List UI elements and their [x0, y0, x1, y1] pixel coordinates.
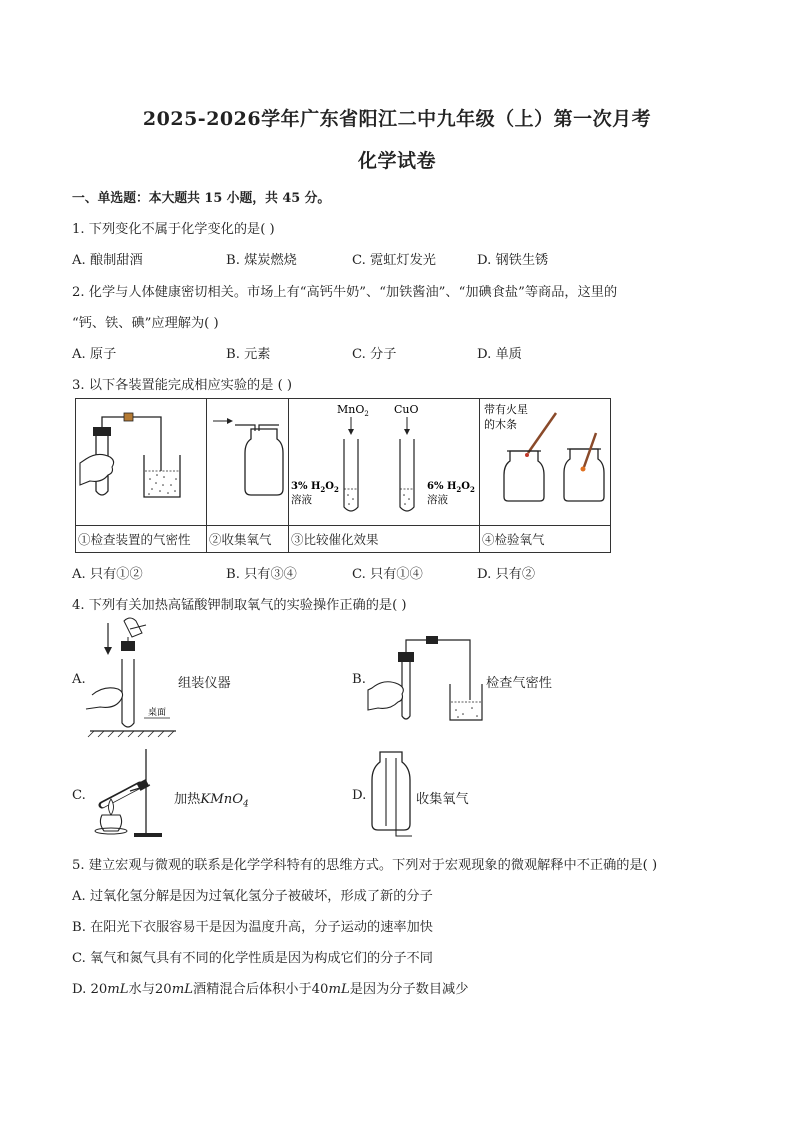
svg-text:3% H2O2: 3% $H_2O_2$ [291, 481, 339, 494]
q5-option-c[interactable]: C. 氧气和氮气具有不同的化学性质是因为构成它们的分子不同 [72, 951, 433, 966]
q3-stem: 3. 以下各装置能完成相应实验的是 ( ) [72, 378, 293, 393]
q5-stem: 5. 建立宏观与微观的联系是化学学科特有的思维方式。下列对于宏观现象的微观解释中不正确的是( ) [72, 858, 658, 873]
svg-text:的木条: 的木条 [484, 418, 517, 431]
q2-option-c[interactable]: C. 分子 [352, 347, 397, 362]
q5-option-a[interactable]: A. 过氧化氢分解是因为过氧化氢分子被破坏，形成了新的分子 [72, 889, 433, 904]
q1-option-c[interactable]: C. 霓虹灯发光 [352, 253, 436, 268]
oxygen-test-figure [480, 399, 610, 525]
q1-option-d[interactable]: D. 钢铁生锈 [477, 253, 549, 268]
exam-title: 2025-2026学年广东省阳江二中九年级（上）第一次月考 [142, 108, 652, 130]
q4-option-b-letter[interactable]: B. [352, 672, 366, 687]
q3-caption-2: ②收集氧气 [207, 526, 289, 553]
svg-text:CuO: CuO [394, 403, 419, 416]
svg-text:溶液: 溶液 [291, 494, 312, 506]
gas-collection-figure [207, 399, 288, 525]
q3-caption-4: ④检验氧气 [480, 526, 611, 553]
q4-option-d-label: 收集氧气 [416, 792, 469, 807]
exam-subtitle: 化学试卷 [357, 150, 436, 172]
q4-option-a-letter[interactable]: A. [72, 672, 86, 687]
q3-figure-1 [76, 399, 207, 526]
q1-option-b[interactable]: B. 煤炭燃烧 [226, 253, 297, 268]
q3-figure-4 [480, 399, 611, 526]
svg-text:桌面: 桌面 [148, 708, 167, 718]
q4-figure-c-heating [84, 745, 169, 840]
airtightness-check-figure [76, 399, 206, 525]
q4-figure-b-airtightness [366, 630, 486, 725]
q3-apparatus-table [75, 398, 611, 553]
q4-option-d-letter[interactable]: D. [352, 788, 367, 803]
catalyst-comparison-figure [289, 399, 479, 525]
q4-option-c-letter[interactable]: C. [72, 788, 86, 803]
q3-figure-3 [289, 399, 480, 526]
q2-option-a[interactable]: A. 原子 [72, 347, 117, 362]
q2-option-b[interactable]: B. 元素 [226, 347, 271, 362]
svg-text:MnO2: MnO$_2$ [337, 403, 369, 418]
q4-option-a-label: 组装仪器 [178, 676, 231, 691]
q3-option-b[interactable]: B. 只有③④ [226, 567, 297, 582]
svg-text:带有火星: 带有火星 [484, 403, 528, 416]
q4-option-c-label: 加热KMnO$_4$ [174, 792, 249, 810]
q1-option-a[interactable]: A. 酿制甜酒 [72, 253, 143, 268]
q5-option-b[interactable]: B. 在阳光下衣服容易干是因为温度升高，分子运动的速率加快 [72, 920, 433, 935]
q3-caption-1: ①检查装置的气密性 [76, 526, 207, 553]
q3-figure-2 [207, 399, 289, 526]
q2-option-d[interactable]: D. 单质 [477, 347, 522, 362]
q4-stem: 4. 下列有关加热高锰酸钾制取氧气的实验操作正确的是( ) [72, 598, 407, 613]
q5-option-d[interactable]: D. 20mL水与20mL酒精混合后体积小于40mL是因为分子数目减少 [72, 982, 469, 997]
svg-text:6% H2O2: 6% $H_2O_2$ [427, 481, 475, 494]
q1-stem: 1. 下列变化不属于化学变化的是( ) [72, 222, 275, 237]
q2-stem-line1: 2. 化学与人体健康密切相关。市场上有“高钙牛奶”、“加铁酱油”、“加碘食盐”等商品，这里的 [72, 285, 618, 300]
q3-option-d[interactable]: D. 只有② [477, 567, 536, 582]
q3-option-c[interactable]: C. 只有①④ [352, 567, 423, 582]
section-heading: 一、单选题：本大题共 15 小题，共 45 分。 [72, 191, 331, 206]
q3-caption-3: ③比较催化效果 [289, 526, 480, 553]
svg-text:溶液: 溶液 [427, 494, 448, 506]
q3-option-a[interactable]: A. 只有①② [72, 567, 143, 582]
q4-figure-d-collect [366, 748, 418, 838]
q2-stem-line2: “钙、铁、碘”应理解为( ) [72, 316, 219, 331]
q4-option-b-label: 检查气密性 [486, 676, 552, 691]
q4-figure-a-assemble [84, 615, 179, 740]
